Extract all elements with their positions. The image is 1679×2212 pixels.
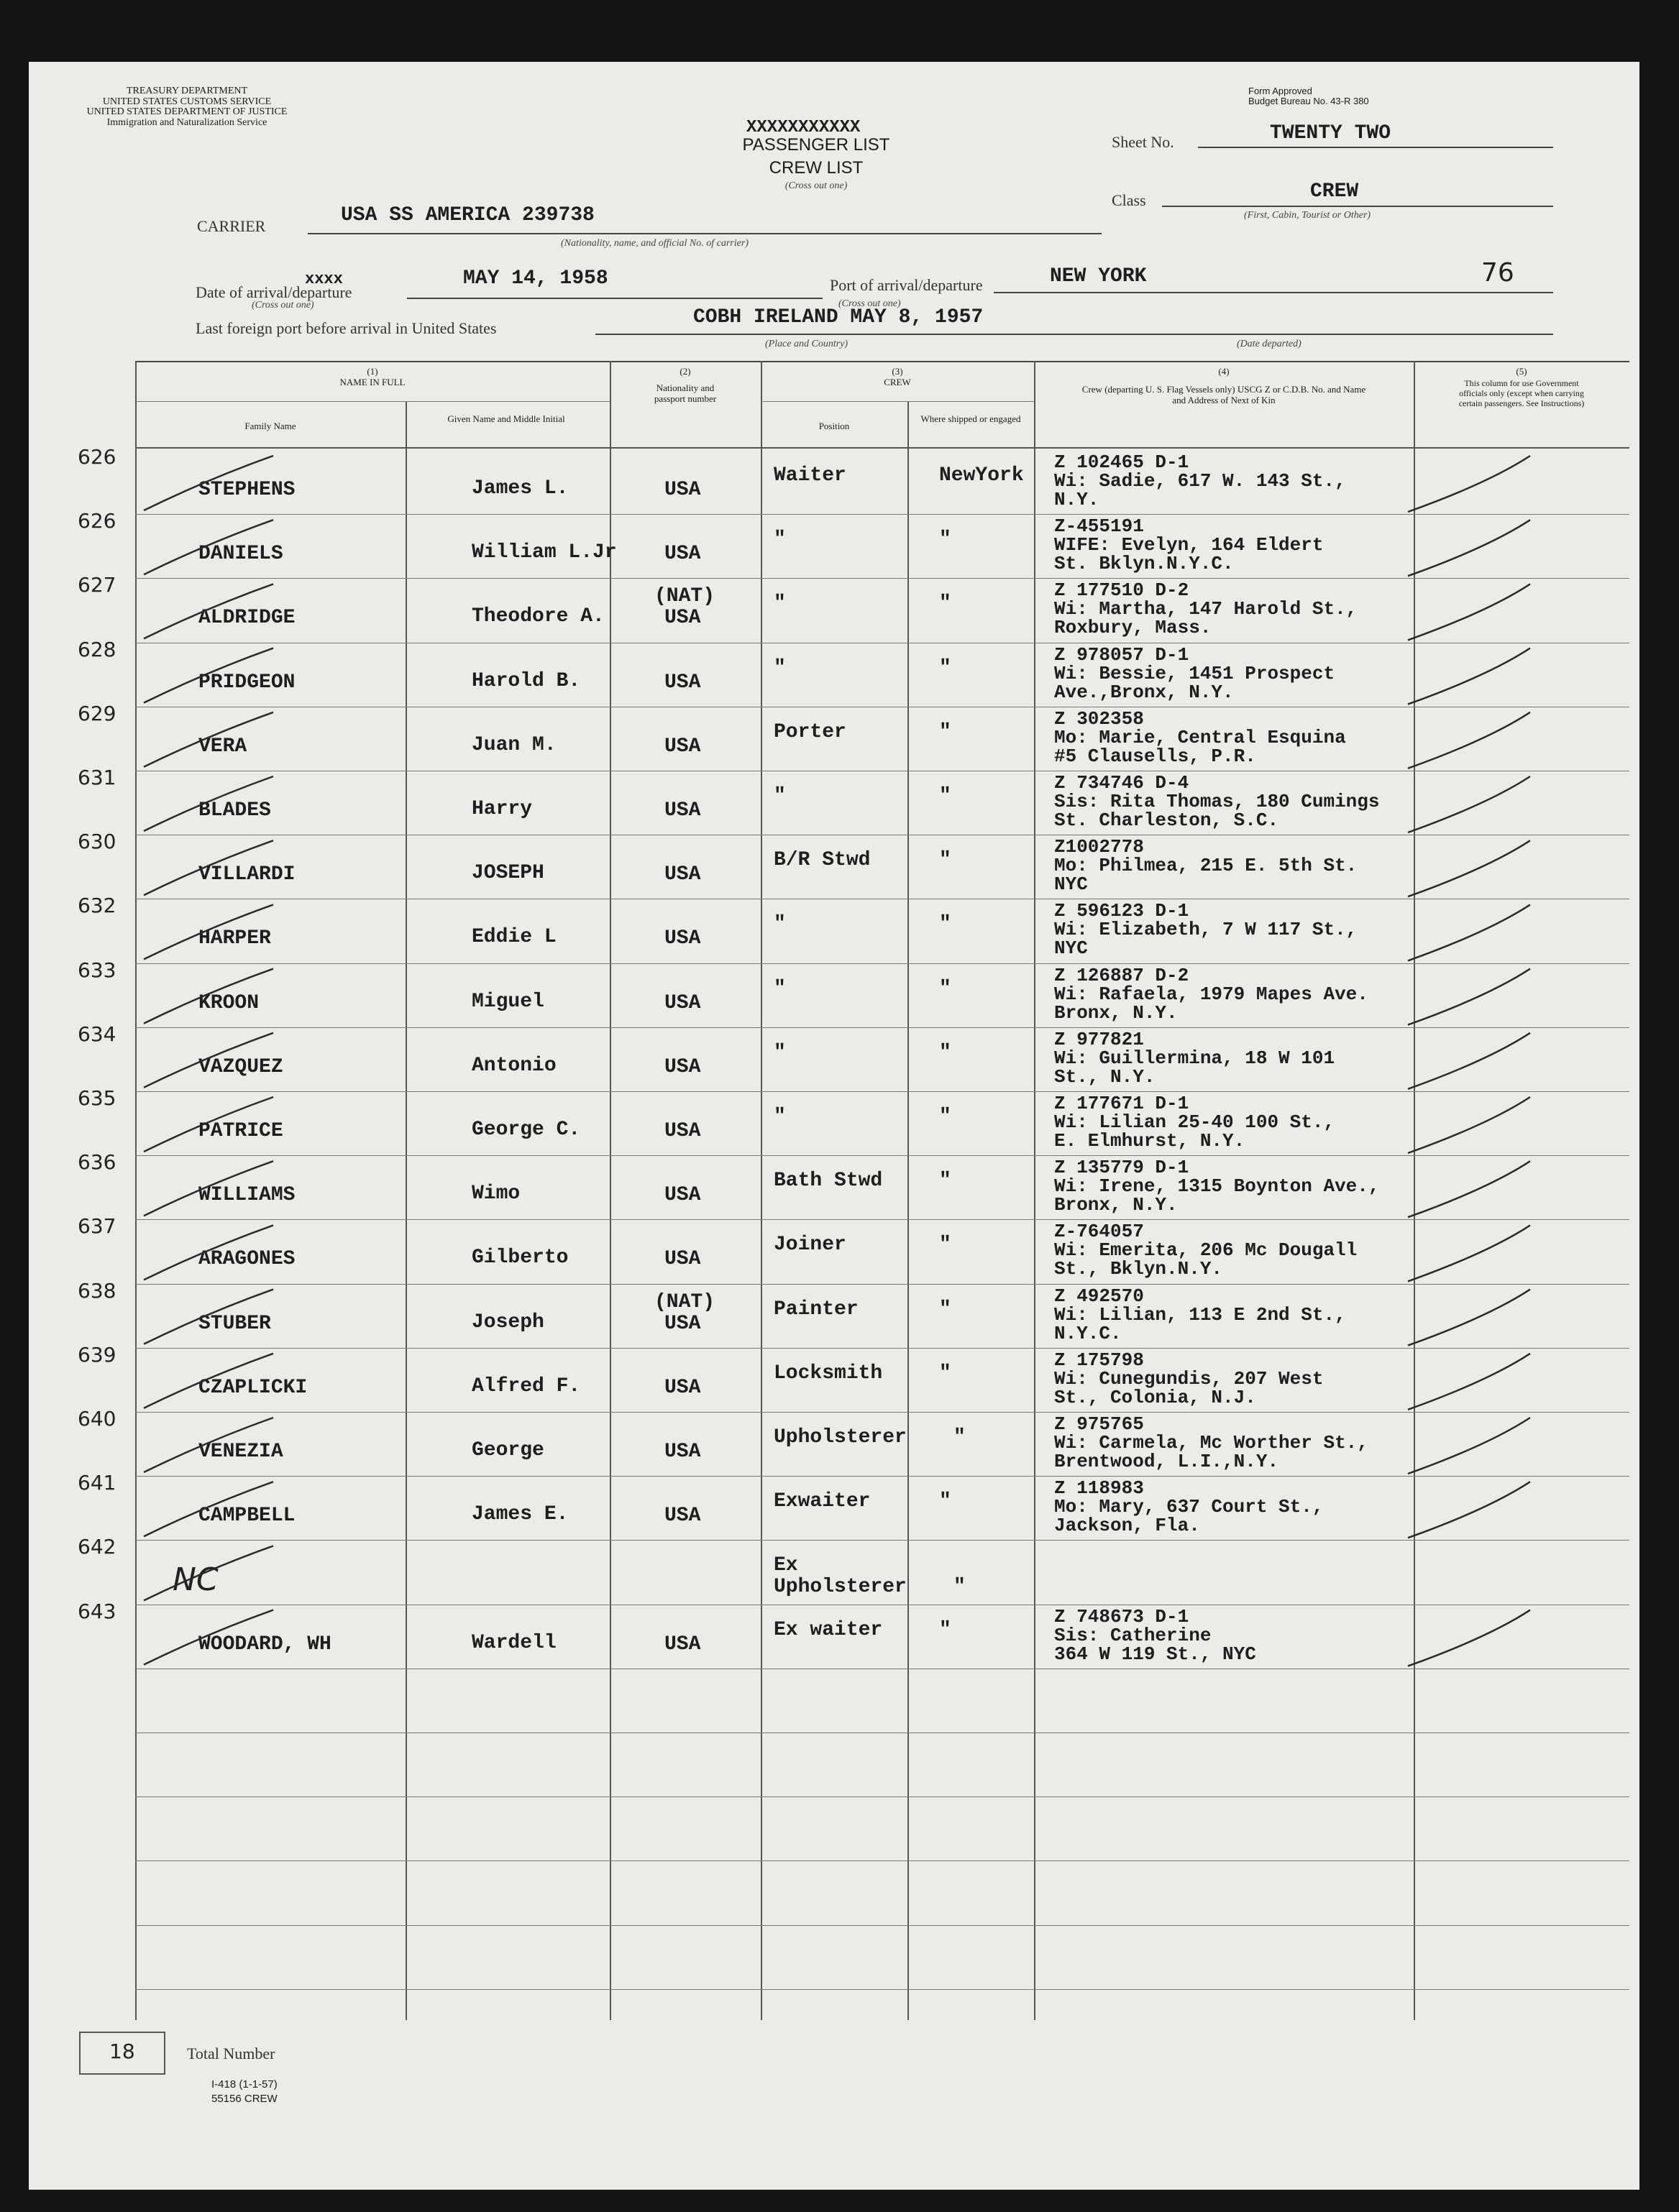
kin-name: Wi: Rafaela, 1979 Mapes Ave. [1054, 983, 1368, 1005]
where-shipped: " [939, 785, 951, 807]
crew-list-form [29, 62, 1639, 2190]
position: Porter [774, 720, 846, 743]
given-name: Eddie L [472, 926, 557, 949]
position: " [774, 977, 786, 1000]
agency-line: Immigration and Naturalization Service [106, 117, 267, 129]
row-number: 628 [78, 637, 116, 661]
where-shipped: " [939, 1234, 951, 1257]
nationality: USA [664, 1248, 701, 1271]
official-check-slash [1408, 520, 1530, 576]
family-name: WILLIAMS [198, 1184, 296, 1207]
total-number-value: 18 [109, 2039, 135, 2063]
nationality: USA [664, 991, 701, 1014]
position: B/R Stwd [774, 849, 871, 872]
given-name: George C. [472, 1119, 581, 1141]
carrier-line [308, 233, 1102, 234]
agency-line: UNITED STATES DEPARTMENT OF JUSTICE [86, 106, 288, 118]
form-approved [1248, 86, 1369, 107]
position-cont: Upholsterer [774, 1576, 907, 1599]
given-name: Gilberto [472, 1247, 569, 1270]
official-check-slash [1408, 1161, 1530, 1217]
kin-id: Z 748673 D-1 [1054, 1605, 1189, 1628]
official-check-slash [1408, 1290, 1530, 1346]
family-name: STEPHENS [198, 479, 296, 501]
row-number: 642 [78, 1535, 116, 1559]
family-name: CZAPLICKI [198, 1376, 308, 1399]
official-check-slash [1408, 969, 1530, 1025]
family-name: BLADES [198, 799, 271, 822]
kin-name: Mo: Marie, Central Esquina [1054, 726, 1346, 748]
row-number: 633 [78, 958, 116, 982]
kin-address: Ave.,Bronx, N.Y. [1054, 681, 1234, 703]
shipped-header: Where shipped or engaged [920, 413, 1021, 424]
family-name-header: Family Name [244, 421, 296, 431]
col5-title: This column for use Government officials only (except when carrying certain passengers. See Instructions) [1458, 377, 1585, 408]
where-shipped: " [939, 592, 951, 615]
row-divider [135, 1348, 1629, 1349]
kin-name: Wi: Martha, 147 Harold St., [1054, 598, 1358, 620]
kin-id: Z 135779 D-1 [1054, 1157, 1189, 1179]
col4-header [1034, 367, 1414, 406]
kin-address: St. Bklyn.N.Y.C. [1054, 553, 1234, 575]
where-shipped: " [939, 656, 951, 679]
family-name: VENEZIA [198, 1441, 283, 1463]
row-number: 632 [78, 894, 116, 918]
family-name: WOODARD, WH [198, 1633, 331, 1656]
class-label: Class [1112, 191, 1146, 209]
given-name: Theodore A. [472, 605, 605, 628]
where-shipped: " [939, 1170, 951, 1193]
kin-address: Bronx, N.Y. [1054, 1001, 1178, 1024]
nationality: USA [664, 1055, 701, 1078]
position: " [774, 528, 786, 551]
position: Bath Stwd [774, 1170, 883, 1193]
kin-address: Jackson, Fla. [1054, 1515, 1200, 1537]
col-divider [761, 361, 762, 2020]
row-number: 629 [78, 701, 116, 725]
carrier-note: (Nationality, name, and official No. of carrier) [561, 238, 749, 249]
col1-header [135, 367, 610, 388]
position: Ex waiter [774, 1618, 883, 1641]
kin-id: Z-764057 [1054, 1221, 1144, 1243]
family-name: CAMPBELL [198, 1505, 296, 1528]
row-divider [135, 1796, 1629, 1797]
kin-address: 364 W 119 St., NYC [1054, 1643, 1256, 1665]
col1-title: NAME IN FULL [339, 376, 406, 387]
where-shipped: " [953, 1426, 966, 1449]
nationality: USA [664, 1120, 701, 1142]
row-divider [135, 578, 1629, 579]
given-name: Alfred F. [472, 1375, 581, 1398]
given-name: Antonio [472, 1054, 557, 1077]
sheet-no-line [1198, 147, 1553, 148]
row-number: 626 [78, 445, 116, 469]
kin-address: Roxbury, Mass. [1054, 617, 1212, 639]
kin-id: Z 302358 [1054, 707, 1144, 730]
kin-name: Wi: Carmela, Mc Worther St., [1054, 1432, 1368, 1454]
crew-number: 55156 CREW [211, 2093, 278, 2105]
row-divider [135, 963, 1629, 964]
row-number: 634 [78, 1022, 116, 1046]
nationality: USA [664, 607, 701, 630]
kin-address: St., N.Y. [1054, 1065, 1156, 1088]
row-divider [135, 1476, 1629, 1477]
kin-name: Mo: Mary, 637 Court St., [1054, 1496, 1324, 1518]
agency-line: UNITED STATES CUSTOMS SERVICE [102, 96, 272, 107]
kin-address: #5 Clausells, P.R. [1054, 745, 1256, 767]
kin-id: Z 102465 D-1 [1054, 451, 1189, 473]
date-label: Date of arrival/departure [196, 283, 352, 301]
position: Joiner [774, 1234, 846, 1257]
row-divider [135, 1091, 1629, 1092]
where-shipped: " [939, 849, 951, 872]
col3-title: CREW [884, 376, 911, 387]
where-shipped: " [953, 1576, 966, 1599]
kin-id: Z 975765 [1054, 1413, 1144, 1435]
kin-name: Wi: Lilian, 113 E 2nd St., [1054, 1303, 1346, 1326]
row-number: 627 [78, 573, 116, 597]
where-shipped: " [939, 1298, 951, 1321]
position: Locksmith [774, 1362, 883, 1385]
row-number: 643 [78, 1599, 116, 1623]
port-line [994, 292, 1553, 293]
row-divider [135, 1284, 1629, 1285]
given-name: Harry [472, 798, 533, 820]
kin-name: Wi: Cunegundis, 207 West [1054, 1367, 1324, 1390]
kin-id: Z1002778 [1054, 836, 1144, 858]
nationality-note: (NAT) [654, 585, 715, 608]
nationality: USA [664, 1184, 701, 1207]
family-name: NC [173, 1561, 219, 1599]
row-divider [135, 514, 1629, 515]
row-number: 635 [78, 1086, 116, 1110]
row-number: 640 [78, 1407, 116, 1431]
given-name: Miguel [472, 990, 544, 1013]
row-divider [135, 1219, 1629, 1220]
row-number: 636 [78, 1150, 116, 1175]
given-name: James L. [472, 477, 569, 500]
row-divider [135, 1925, 1629, 1926]
subheader-line [135, 401, 610, 402]
position-header: Position [818, 421, 850, 431]
port-value: NEW YORK [1050, 265, 1147, 288]
given-name: Wimo [472, 1183, 521, 1206]
class-note: (First, Cabin, Tourist or Other) [1244, 210, 1371, 221]
kin-id: Z 126887 D-2 [1054, 964, 1189, 986]
kin-address: St. Charleston, S.C. [1054, 809, 1279, 831]
row-divider [135, 1155, 1629, 1156]
family-name: DANIELS [198, 543, 283, 566]
kin-name: Wi: Emerita, 206 Mc Dougall [1054, 1239, 1358, 1262]
kin-id: Z 734746 D-4 [1054, 772, 1189, 794]
where-shipped: " [939, 720, 951, 743]
official-check-slash [1408, 1610, 1530, 1666]
row-number: 630 [78, 830, 116, 854]
kin-address: St., Bklyn.N.Y. [1054, 1258, 1223, 1280]
date-note: (Cross out one) [252, 300, 314, 311]
position: " [774, 656, 786, 679]
kin-name: Wi: Lilian 25-40 100 St., [1054, 1111, 1335, 1133]
row-divider [135, 1027, 1629, 1028]
col-divider [1414, 361, 1415, 2020]
nationality: USA [664, 1505, 701, 1528]
col4-number: (4) [1218, 366, 1230, 377]
carrier-value: USA SS AMERICA 239738 [341, 204, 595, 226]
where-shipped: " [939, 528, 951, 551]
kin-name: WIFE: Evelyn, 164 Eldert [1054, 534, 1324, 556]
nationality: USA [664, 1376, 701, 1399]
kin-id: Z 978057 D-1 [1054, 643, 1189, 666]
where-shipped: " [939, 1041, 951, 1064]
position: Exwaiter [774, 1490, 871, 1513]
kin-id: Z 175798 [1054, 1349, 1144, 1371]
kin-name: Wi: Irene, 1315 Boynton Ave., [1054, 1175, 1380, 1198]
family-name: HARPER [198, 927, 271, 950]
official-check-slash [1408, 648, 1530, 705]
official-check-slash [1408, 712, 1530, 768]
kin-id: Z 177510 D-2 [1054, 579, 1189, 602]
official-check-slash [1408, 1482, 1530, 1538]
kin-id: Z 118983 [1054, 1477, 1144, 1500]
nationality: USA [664, 1312, 701, 1335]
position: " [774, 913, 786, 936]
nationality: USA [664, 799, 701, 822]
row-divider [135, 1860, 1629, 1861]
date-value: MAY 14, 1958 [463, 267, 608, 290]
port-label: Port of arrival/departure [830, 276, 983, 294]
nationality: USA [664, 479, 701, 501]
position: " [774, 592, 786, 615]
official-check-slash [1408, 904, 1530, 960]
col5-number: (5) [1516, 366, 1527, 377]
official-check-slash [1408, 584, 1530, 640]
col3-header [761, 367, 1034, 388]
kin-id: Z-455191 [1054, 515, 1144, 538]
total-number-label: Total Number [187, 2045, 275, 2062]
col2-title: Nationality and passport number [654, 382, 717, 404]
family-name: ARAGONES [198, 1248, 296, 1271]
agency-line: TREASURY DEPARTMENT [126, 86, 248, 96]
family-name: VAZQUEZ [198, 1055, 283, 1078]
position: " [774, 785, 786, 807]
kin-id: Z 977821 [1054, 1028, 1144, 1050]
row-divider [135, 1989, 1629, 1990]
title-crew-list: CREW LIST [769, 158, 864, 178]
position: Upholsterer [774, 1426, 907, 1449]
family-name: ALDRIDGE [198, 607, 296, 630]
col4-title: Crew (departing U. S. Flag Vessels only) USCG Z or C.D.B. No. and Name and Address of Next of Kin [1081, 383, 1366, 405]
given-name: Joseph [472, 1311, 544, 1334]
official-check-slash [1408, 840, 1530, 896]
family-name: VERA [198, 735, 247, 758]
position: Painter [774, 1298, 859, 1321]
col3-number: (3) [892, 366, 903, 377]
where-shipped: " [939, 1490, 951, 1513]
official-check-slash [1408, 1097, 1530, 1153]
given-name: William L.Jr [472, 541, 617, 564]
where-shipped: " [939, 977, 951, 1000]
row-number: 641 [78, 1471, 116, 1495]
col-divider [406, 401, 407, 2020]
kin-address: St., Colonia, N.J. [1054, 1386, 1256, 1408]
position: " [774, 1041, 786, 1064]
row-number: 638 [78, 1278, 116, 1303]
kin-address: N.Y. [1054, 489, 1099, 510]
form-approved-line: Budget Bureau No. 43-R 380 [1248, 96, 1369, 107]
given-name: George [472, 1439, 544, 1461]
form-number: I-418 (1-1-57) [211, 2078, 278, 2091]
family-name: PRIDGEON [198, 671, 296, 694]
kin-id: Z 492570 [1054, 1285, 1144, 1307]
title-note: (Cross out one) [784, 180, 848, 191]
kin-name: Sis: Catherine [1054, 1624, 1212, 1646]
given-name: Harold B. [472, 669, 581, 692]
last-port-note: (Place and Country) [765, 339, 848, 349]
given-name: James E. [472, 1503, 569, 1526]
nationality: USA [664, 863, 701, 886]
sheet-no-value: TWENTY TWO [1270, 122, 1391, 144]
col-divider [907, 401, 909, 2020]
given-name: Wardell [472, 1631, 557, 1654]
class-line [1162, 206, 1553, 207]
title-passenger-list: PASSENGER LIST [742, 135, 890, 155]
position: Waiter [774, 464, 846, 487]
family-name: STUBER [198, 1312, 271, 1335]
family-name: PATRICE [198, 1120, 283, 1142]
official-check-slash [1408, 1418, 1530, 1474]
crossed-out-word: XXXXXXXXXXX [746, 118, 861, 137]
kin-id: Z 596123 D-1 [1054, 900, 1189, 922]
col-divider [1034, 361, 1035, 2020]
kin-id: Z 177671 D-1 [1054, 1093, 1189, 1114]
port-note: (Cross out one) [838, 298, 901, 309]
col2-number: (2) [680, 366, 691, 377]
official-check-slash [1408, 1354, 1530, 1410]
kin-name: Wi: Guillermina, 18 W 101 [1054, 1047, 1335, 1069]
nationality: USA [664, 735, 701, 758]
row-number: 637 [78, 1214, 116, 1239]
row-number: 626 [78, 509, 116, 533]
nationality: USA [664, 543, 701, 566]
kin-address: Brentwood, L.I.,N.Y. [1054, 1451, 1279, 1472]
given-name: JOSEPH [472, 862, 544, 885]
where-shipped: " [939, 1106, 951, 1128]
last-port-value: COBH IRELAND MAY 8, 1957 [693, 306, 984, 329]
col2-header [610, 367, 761, 405]
col-divider [610, 361, 611, 2020]
kin-address: E. Elmhurst, N.Y. [1054, 1130, 1245, 1152]
given-name-header: Given Name and Middle Initial [447, 413, 565, 424]
last-port-label: Last foreign port before arrival in United States [196, 319, 497, 337]
kin-name: Sis: Rita Thomas, 180 Cumings [1054, 791, 1380, 812]
kin-address: NYC [1054, 873, 1088, 896]
col1-number: (1) [367, 366, 378, 377]
agency-block [79, 86, 295, 129]
col5-header [1414, 367, 1629, 408]
family-name: KROON [198, 991, 260, 1014]
position: Ex [774, 1554, 798, 1577]
where-shipped: " [939, 913, 951, 936]
where-shipped: " [939, 1362, 951, 1385]
kin-name: Wi: Elizabeth, 7 W 117 St., [1054, 919, 1358, 941]
official-check-slash [1408, 1033, 1530, 1089]
where-shipped: " [939, 1618, 951, 1641]
kin-name: Mo: Philmea, 215 E. 5th St. [1054, 855, 1358, 877]
kin-name: Wi: Sadie, 617 W. 143 St., [1054, 470, 1346, 492]
official-check-slash [1408, 776, 1530, 832]
total-number-box [79, 2032, 165, 2075]
row-number: 639 [78, 1342, 116, 1367]
family-name: VILLARDI [198, 863, 296, 886]
class-value: CREW [1310, 180, 1359, 203]
header-bottom-line [135, 447, 1629, 449]
row-number: 631 [78, 766, 116, 789]
row-divider [135, 1540, 1629, 1541]
given-name: Juan M. [472, 733, 557, 756]
kin-address: Bronx, N.Y. [1054, 1194, 1178, 1216]
table-top-border [135, 361, 1629, 362]
date-line [407, 298, 823, 299]
sheet-no-label: Sheet No. [1112, 133, 1174, 151]
nationality: USA [664, 671, 701, 694]
nationality: USA [664, 1633, 701, 1656]
kin-name: Wi: Bessie, 1451 Prospect [1054, 662, 1335, 684]
position: " [774, 1106, 786, 1128]
kin-address: NYC [1054, 937, 1088, 960]
last-port-line [595, 334, 1553, 335]
form-approved-line: Form Approved [1248, 86, 1312, 96]
where-shipped: NewYork [939, 464, 1024, 487]
official-check-slash [1408, 1225, 1530, 1281]
table-left-border [135, 361, 137, 2020]
nationality-note: (NAT) [654, 1290, 715, 1313]
nationality: USA [664, 927, 701, 950]
page-number: 76 [1481, 258, 1514, 288]
kin-address: N.Y.C. [1054, 1322, 1122, 1344]
date-crossed: xxxx [305, 270, 343, 288]
subheader-line [761, 401, 1034, 402]
official-check-slash [1408, 456, 1530, 512]
nationality: USA [664, 1441, 701, 1463]
date-departed-note: (Date departed) [1237, 339, 1301, 349]
carrier-label: CARRIER [197, 217, 266, 235]
row-divider [135, 1412, 1629, 1413]
